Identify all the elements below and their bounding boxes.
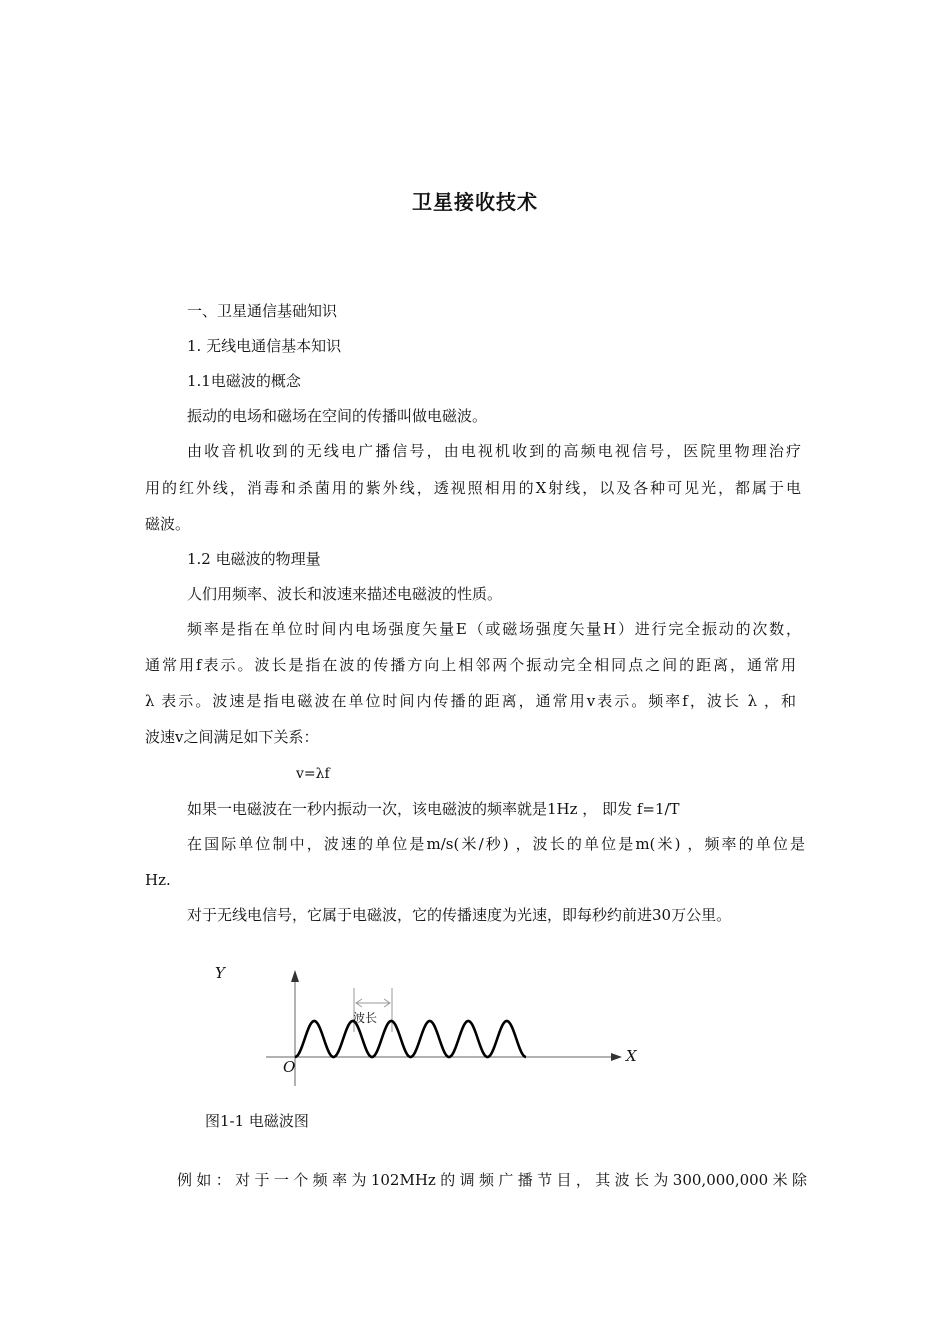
page-title: 卫星接收技术 xyxy=(412,190,538,214)
paragraph-line: λ 表示。波速是指电磁波在单位时间内传播的距离，通常用v表示。频率f，波长 λ ，和 xyxy=(145,692,796,710)
paragraph-line: 对于无线电信号，它属于电磁波，它的传播速度为光速，即每秒约前进30万公里。 xyxy=(187,906,732,924)
sine-wave xyxy=(295,1021,526,1057)
paragraph-line: 用的红外线，消毒和杀菌用的紫外线，透视照相用的X射线，以及各种可见光，都属于电 xyxy=(145,479,801,497)
paragraph-line: 磁波。 xyxy=(145,515,191,533)
wave-figure xyxy=(200,958,650,1093)
paragraph-line: Hz. xyxy=(145,871,171,889)
paragraph-line: 在国际单位制中，波速的单位是m/s(米/秒) ，波长的单位是m(米) ，频率的单位是 xyxy=(187,835,805,853)
y-axis-label: Y xyxy=(215,964,225,982)
section-heading-1-1: 1. 无线电通信基本知识 xyxy=(187,337,342,355)
section-heading-1-2: 1.2 电磁波的物理量 xyxy=(187,550,321,568)
wavelength-label: 波长 xyxy=(353,1011,378,1025)
figure-caption: 图1-1 电磁波图 xyxy=(205,1112,309,1130)
paragraph-line: 振动的电场和磁场在空间的传播叫做电磁波。 xyxy=(187,407,488,425)
origin-label: O xyxy=(283,1058,296,1076)
section-heading-1-1-1: 1.1电磁波的概念 xyxy=(187,372,301,390)
paragraph-line: 频率是指在单位时间内电场强度矢量E（或磁场强度矢量H）进行完全振动的次数， xyxy=(187,620,801,638)
y-axis-arrowhead xyxy=(291,970,299,982)
paragraph-line: 如果一电磁波在一秒内振动一次，该电磁波的频率就是1Hz ， 即发 f=1/T xyxy=(187,800,680,818)
section-heading-1: 一、卫星通信基础知识 xyxy=(187,302,338,320)
paragraph-line: 由收音机收到的无线电广播信号，由电视机收到的高频电视信号，医院里物理治疗 xyxy=(187,442,801,460)
paragraph-line: 波速v之间满足如下关系： xyxy=(145,728,319,746)
paragraph-line: 人们用频率、波长和波速来描述电磁波的性质。 xyxy=(187,585,503,603)
x-axis-label: X xyxy=(626,1047,637,1065)
x-axis-arrowhead xyxy=(611,1053,622,1061)
wave-diagram xyxy=(200,958,650,1093)
paragraph-line: 例如：对于一个频率为102MHz的调频广播节目，其波长为300,000,000米除 xyxy=(177,1171,807,1189)
formula: v=λf xyxy=(296,766,330,782)
paragraph-line: 通常用f表示。波长是指在波的传播方向上相邻两个振动完全相同点之间的距离，通常用 xyxy=(145,656,796,674)
